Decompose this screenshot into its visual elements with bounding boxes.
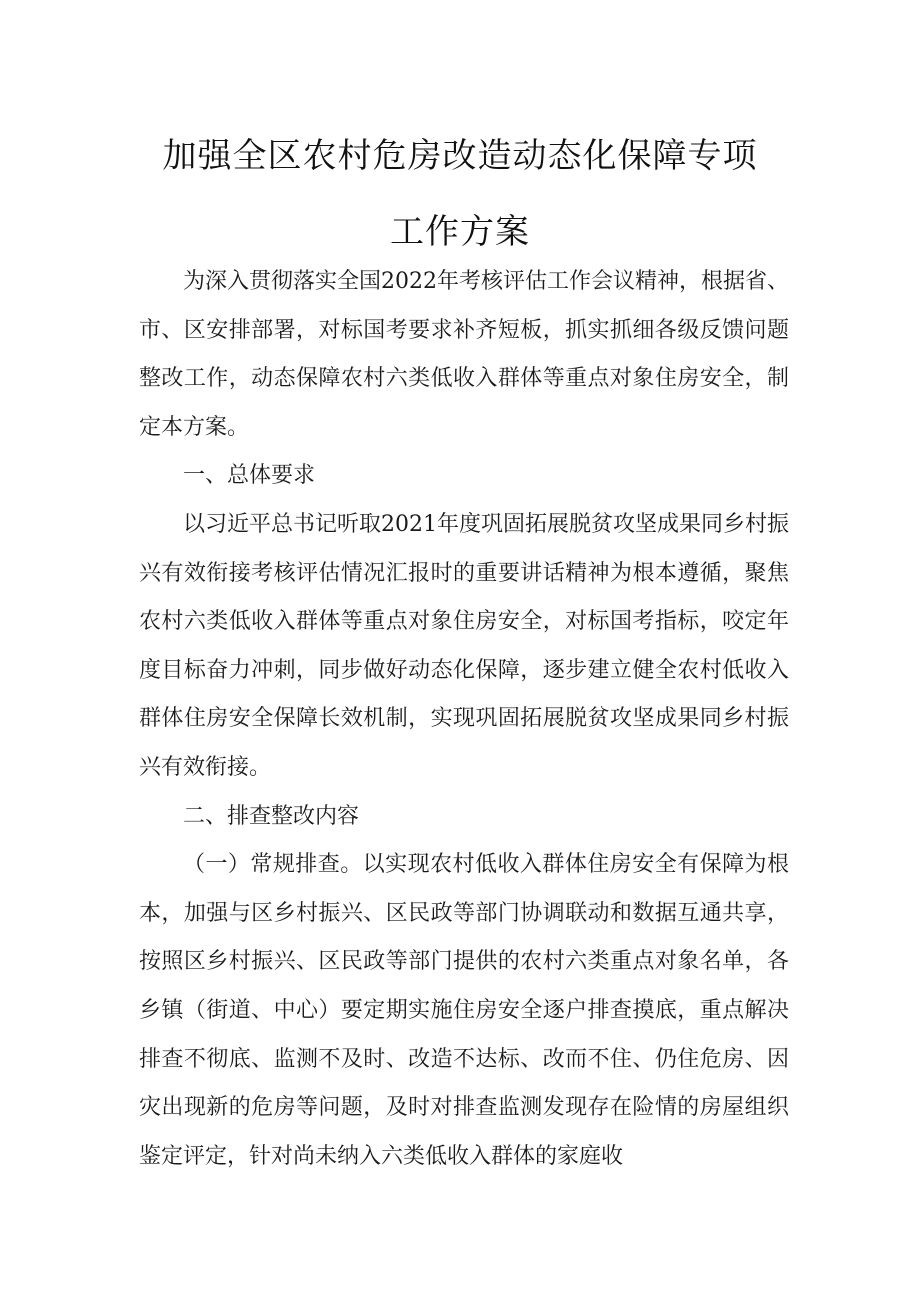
document-body	[139, 258, 789, 1181]
section-heading-inspection-content: 二、排查整改内容	[183, 803, 360, 829]
routine-inspection-paragraph: （一）常规排查。以实现农村低收入群体住房安全有保障为根本，加强与区乡村振兴、区民政等部门协调联动和数据互通共享，按照区乡村振兴、区民政等部门提供的农村六类重点对象名单，各乡镇（街道、中心）要定期实施住房安全逐户排查摸底，重点解决排查不彻底、监测不及时、改造不达标、改而不住、仍住危房、因灾出现新的危房等问题，及时对排查监测发现存在险情的房屋组织鉴定评定，针对尚未纳入六类低收入群体的家庭收	[139, 852, 789, 1169]
document-title-line-2: 工作方案	[390, 212, 530, 252]
document-title-line-1: 加强全区农村危房改造动态化保障专项	[162, 136, 758, 176]
overall-requirements-paragraph: 以习近平总书记听取2021年度巩固拓展脱贫攻坚成果同乡村振兴有效衔接考核评估情况汇报时的重要讲话精神为根本遵循，聚焦农村六类低收入群体等重点对象住房安全，对标国考指标，咬定年度目标奋力冲刺，同步做好动态化保障，逐步建立健全农村低收入群体住房安全保障长效机制，实现巩固拓展脱贫攻坚成果同乡村振兴有效衔接。	[139, 511, 789, 780]
intro-paragraph: 为深入贯彻落实全国2022年考核评估工作会议精神，根据省、市、区安排部署，对标国考要求补齐短板，抓实抓细各级反馈问题整改工作，动态保障农村六类低收入群体等重点对象住房安全，制定本方案。	[139, 269, 789, 440]
section-heading-overall-requirements: 一、总体要求	[183, 463, 316, 489]
